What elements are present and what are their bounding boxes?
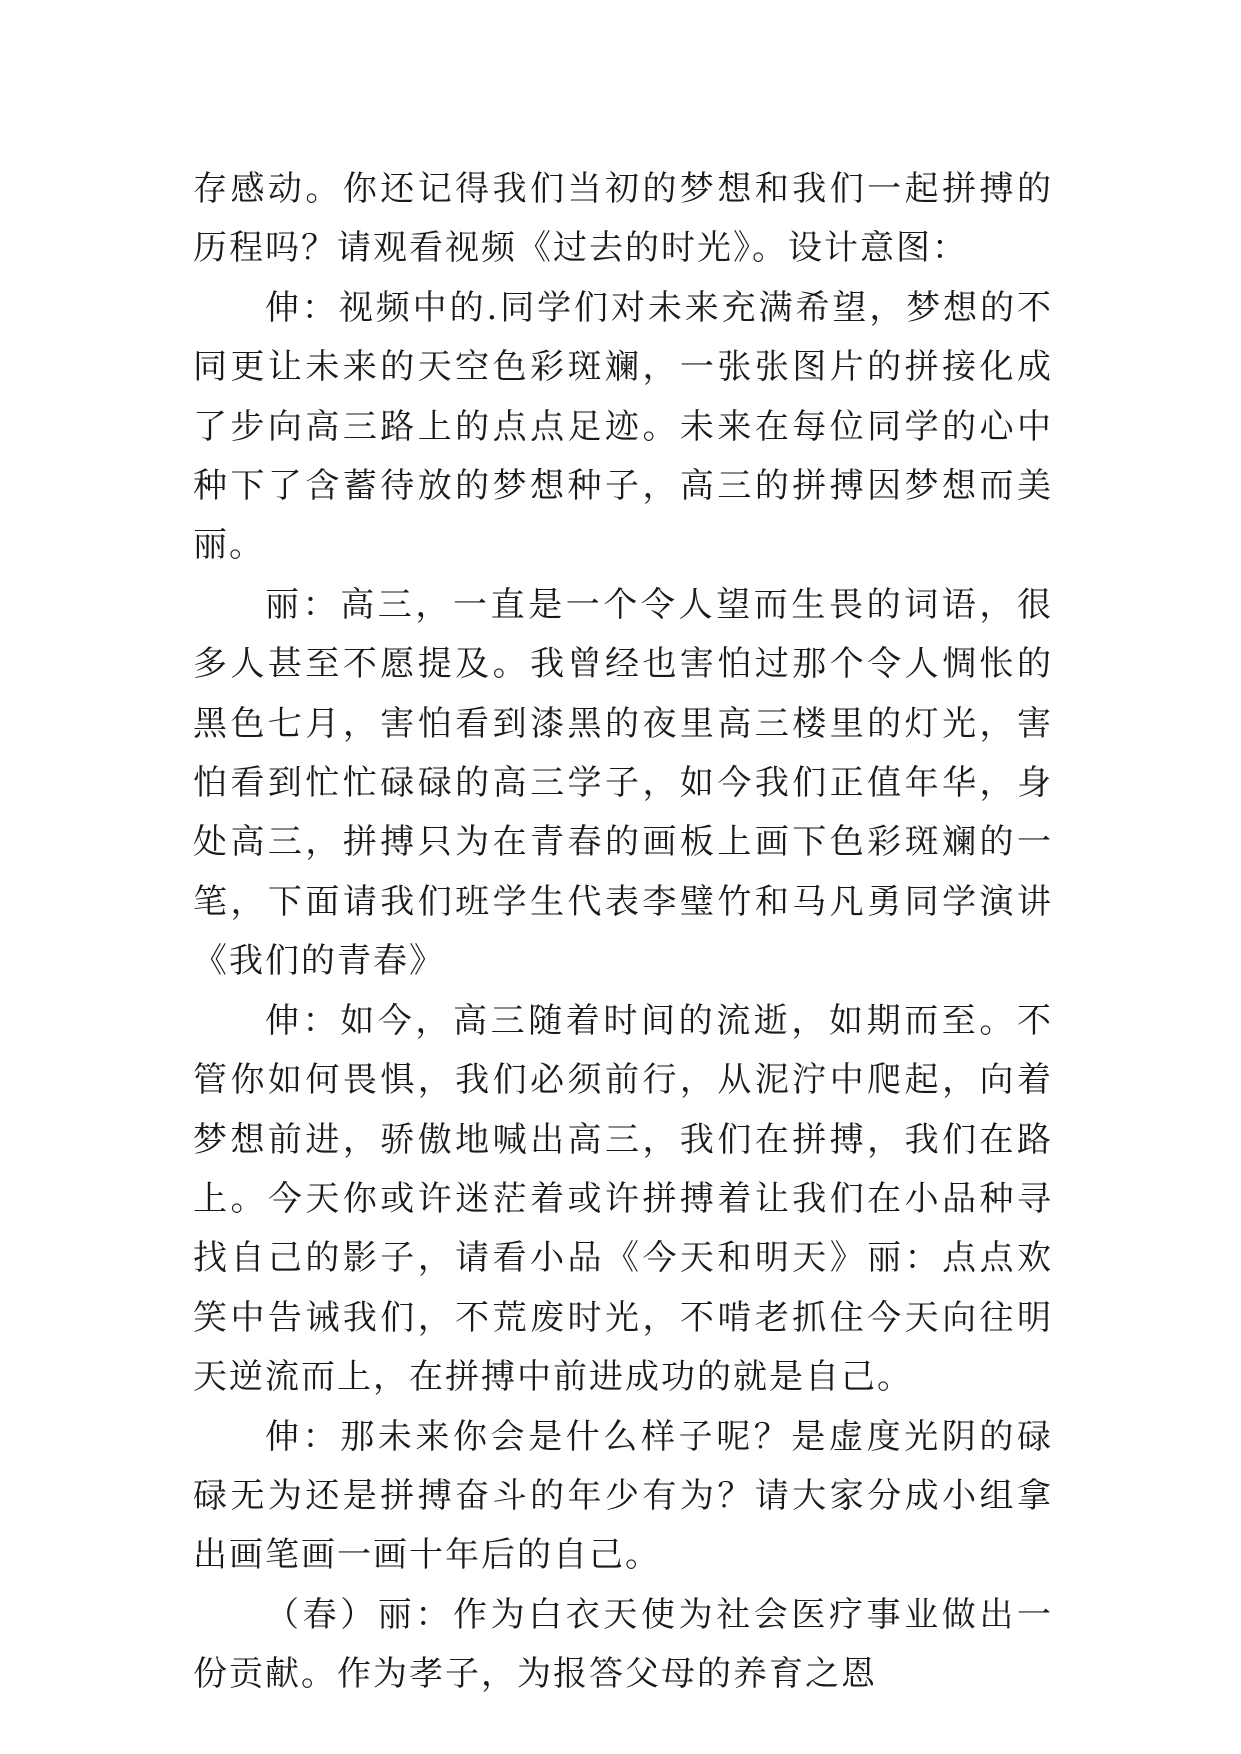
paragraph-6: （春）丽：作为白衣天使为社会医疗事业做出一份贡献。作为孝子，为报答父母的养育之恩 — [193, 1594, 1053, 1695]
paragraph-3: 丽：高三，一直是一个令人望而生畏的词语，很多人甚至不愿提及。我曾经也害怕过那个令人惆怅的黑色七月，害怕看到漆黑的夜里高三楼里的灯光，害怕看到忙忙碌碌的高三学子，如今我们正值年华，身处高三，拼搏只为在青春的画板上画下色彩斑斓的一笔，下面请我们班学生代表李璧竹和马凡勇同学演讲《我们的青春》 — [193, 584, 1053, 982]
paragraph-1: 存感动。你还记得我们当初的梦想和我们一起拼搏的历程吗？请观看视频《过去的时光》。设计意图： — [193, 169, 1053, 269]
paragraph-5: 伸：那未来你会是什么样子呢？是虚度光阴的碌碌无为还是拼搏奋斗的年少有为？请大家分成小组拿出画笔画一画十年后的自己。 — [193, 1416, 1053, 1576]
paragraph-4: 伸：如今，高三随着时间的流逝，如期而至。不管你如何畏惧，我们必须前行，从泥泞中爬起，向着梦想前进，骄傲地喊出高三，我们在拼搏，我们在路上。今天你或许迷茫着或许拼搏着让我们在小品种寻找自己的影子，请看小品《今天和明天》丽：点点欢笑中告诫我们，不荒废时光，不啃老抓住今天向往明天逆流而上，在拼搏中前进成功的就是自己。 — [193, 1000, 1053, 1398]
document-body — [193, 160, 1053, 1705]
paragraph-2: 伸：视频中的.同学们对未来充满希望，梦想的不同更让未来的天空色彩斑斓，一张张图片的拼接化成了步向高三路上的点点足迹。未来在每位同学的心中种下了含蓄待放的梦想种子，高三的拼搏因梦想而美丽。 — [193, 287, 1053, 566]
